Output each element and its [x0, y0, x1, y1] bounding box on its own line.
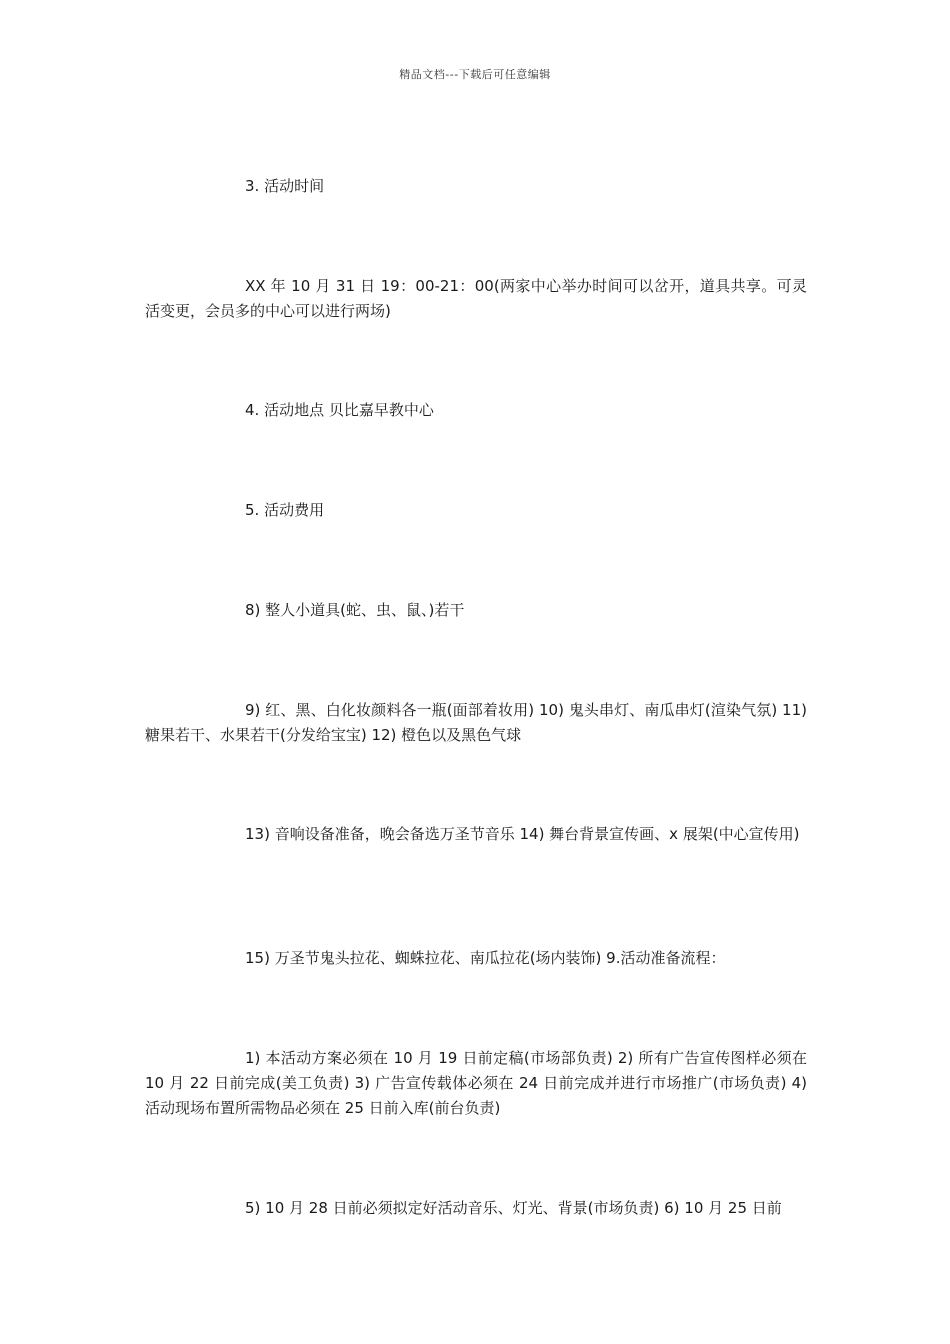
- section-activity-location: 4. 活动地点 贝比嘉早教中心: [245, 401, 434, 419]
- list-item-props: 8) 整人小道具(蛇、虫、鼠、)若干: [245, 601, 465, 619]
- section-activity-cost: 5. 活动费用: [245, 501, 325, 519]
- section-activity-time: 3. 活动时间: [245, 177, 325, 195]
- list-item-decorations-prep: 15) 万圣节鬼头拉花、蜘蛛拉花、南瓜拉花(场内装饰) 9.活动准备流程：: [245, 949, 726, 967]
- page-header: 精品文档---下载后可任意编辑: [399, 68, 551, 81]
- list-item-audio-stage: 13) 音响设备准备，晚会备选万圣节音乐 14) 舞台背景宣传画、x 展架(中心宣传用): [245, 825, 800, 843]
- activity-time-detail: XX 年 10 月 31 日 19：00-21：00(两家中心举办时间可以岔开，道具共享。可灵活变更，会员多的中心可以进行两场): [145, 277, 807, 320]
- prep-process-steps-5-6: 5) 10 月 28 日前必须拟定好活动音乐、灯光、背景(市场负责) 6) 10 月 25 日前: [245, 1199, 782, 1217]
- prep-process-steps-1-4: 1) 本活动方案必须在 10 月 19 日前定稿(市场部负责) 2) 所有广告宣传图样必须在 10 月 22 日前完成(美工负责) 3) 广告宣传载体必须在 24 日前完成并进行市场推广(市场负责) 4) 活动现场布置所需物品必须在 25 日前入库(前台负责): [145, 1049, 807, 1117]
- list-item-makeup-lights-candy: 9) 红、黑、白化妆颜料各一瓶(面部着妆用) 10) 鬼头串灯、南瓜串灯(渲染气氛) 11) 糖果若干、水果若干(分发给宝宝) 12) 橙色以及黑色气球: [145, 701, 807, 744]
